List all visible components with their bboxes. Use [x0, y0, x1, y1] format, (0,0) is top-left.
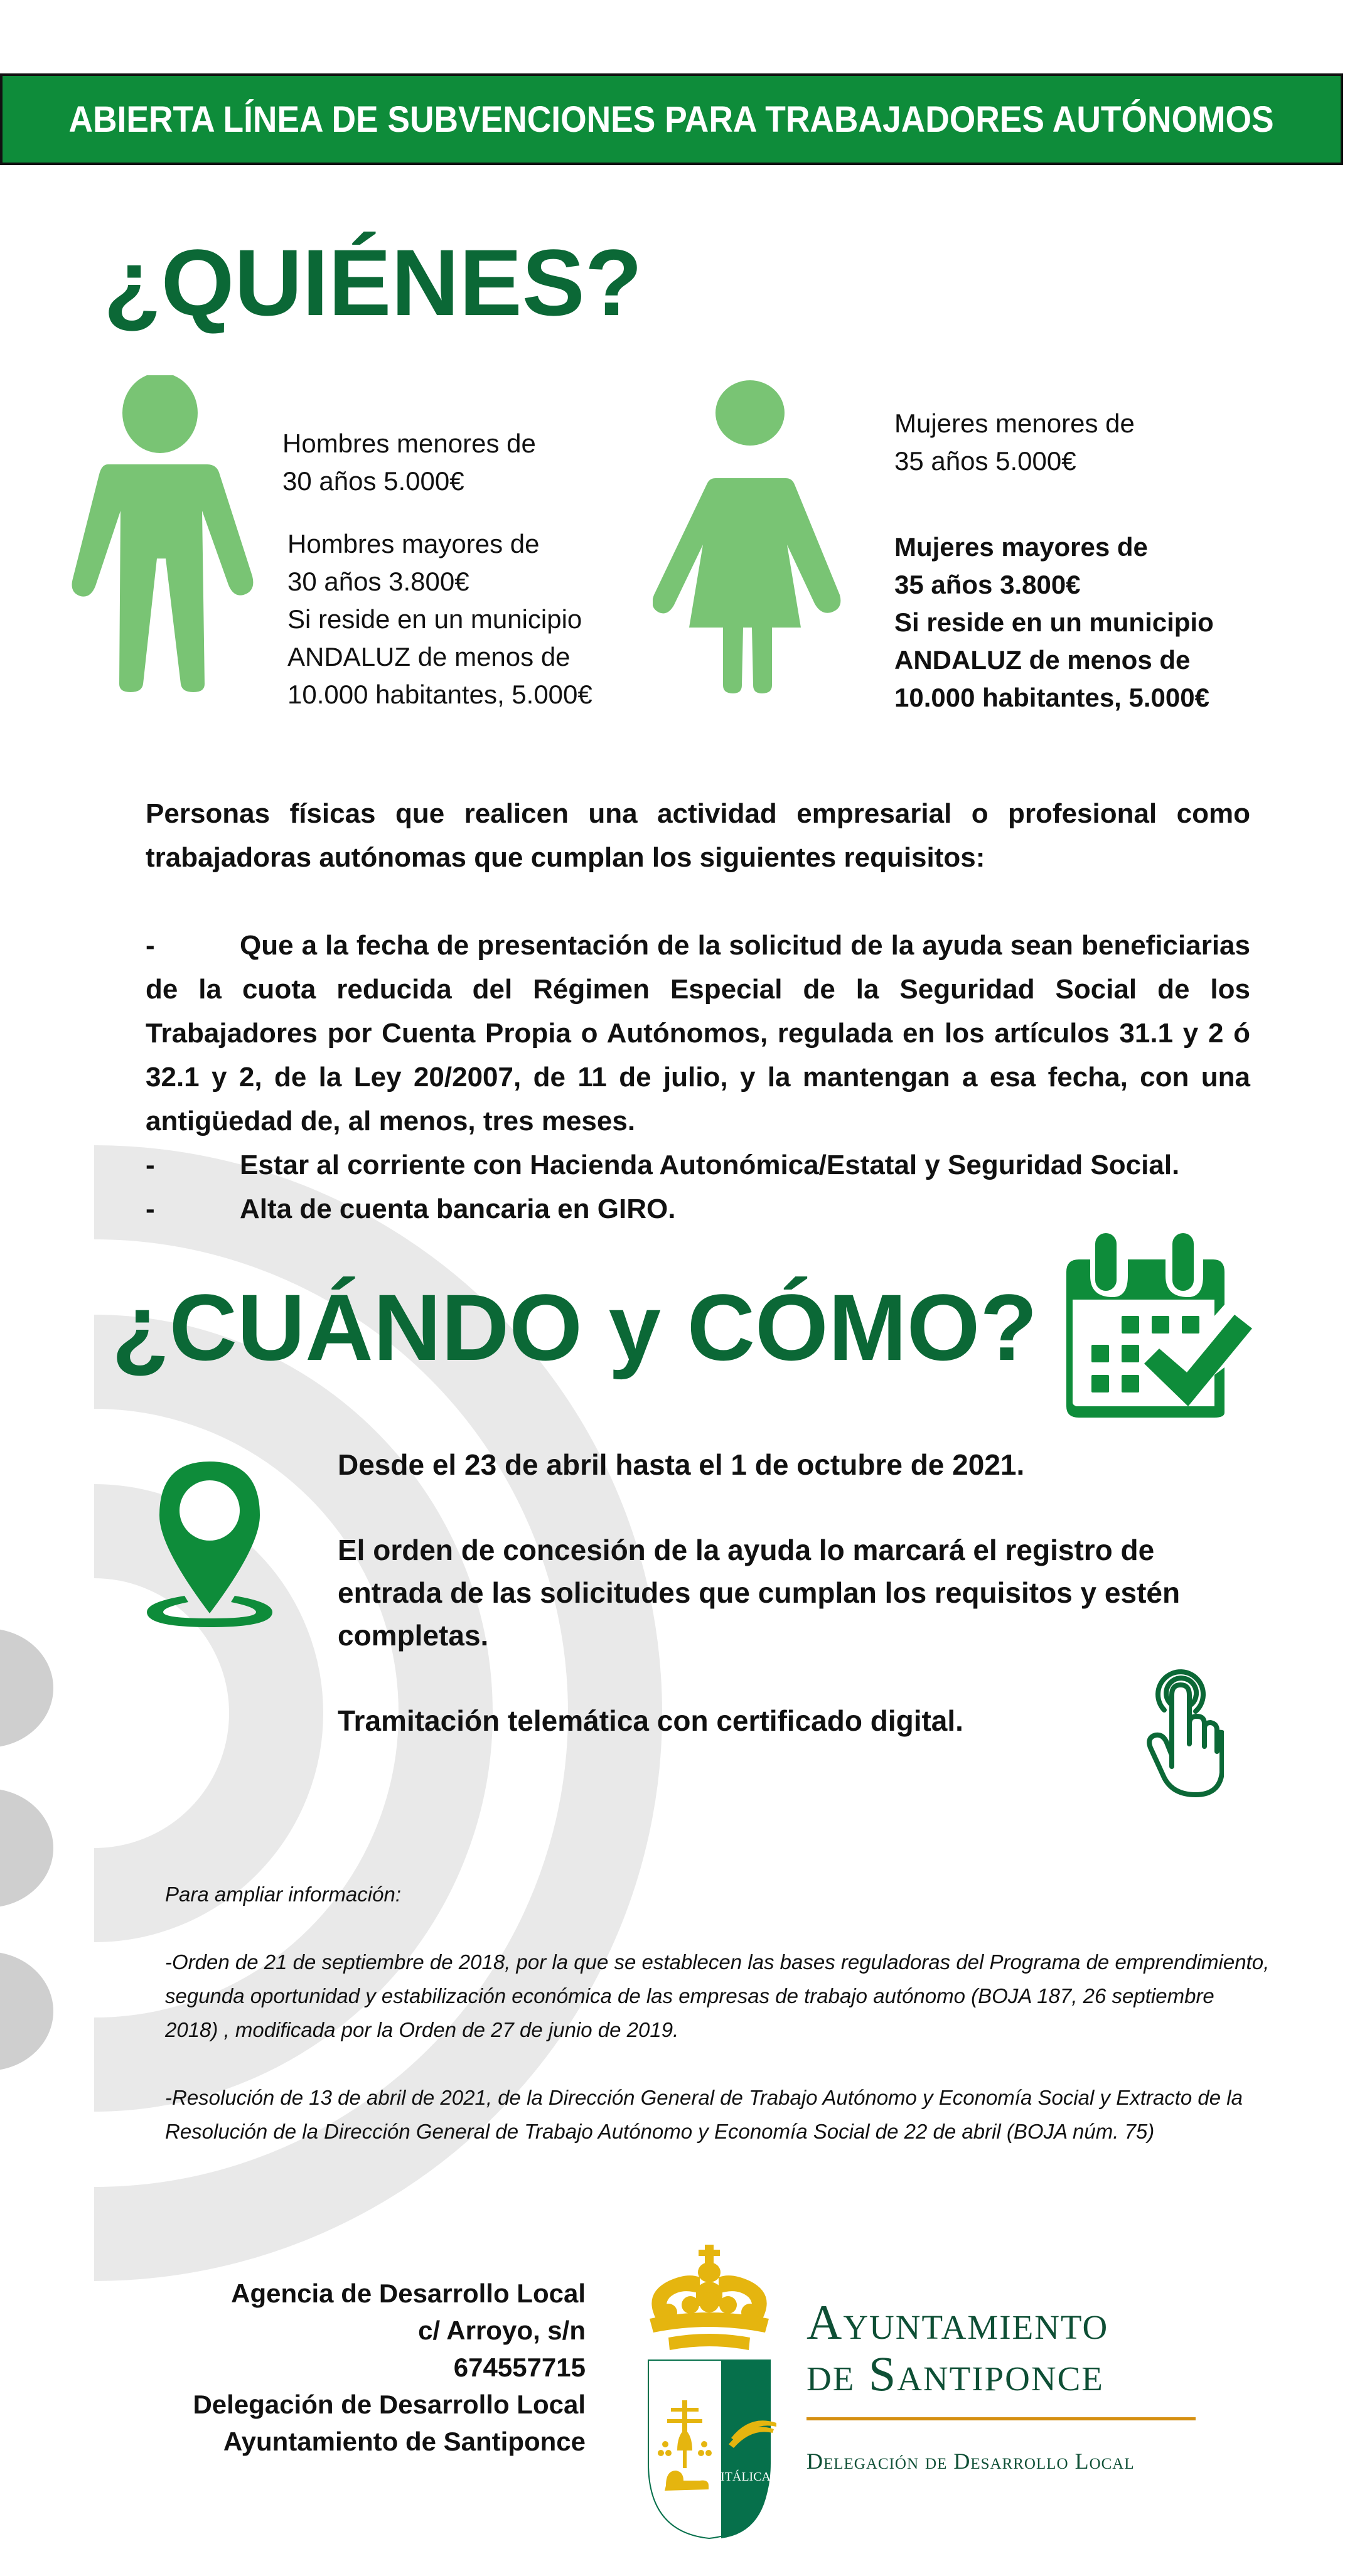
women-under-35-text [894, 405, 1135, 480]
contact-city-council: Ayuntamiento de Santiponce [223, 2427, 586, 2456]
ayto-subtitle: Delegación de Desarrollo Local [806, 2449, 1135, 2474]
order-text: El orden de concesión de la ayuda lo marcará el registro de entrada de las solicitudes que cumplan los requisitos y estén completas. [338, 1534, 1181, 1652]
men-under-line2: 30 años 5.000€ [282, 466, 464, 496]
list-dash: - [146, 1150, 155, 1180]
cuando-como-heading: ¿CUÁNDO y CÓMO? [112, 1275, 1037, 1380]
men-over-line3: Si reside en un municipio [287, 604, 582, 634]
dates-text: Desde el 23 de abril hasta el 1 de octubre de 2021. [338, 1448, 1025, 1481]
requirements-intro: Personas físicas que realicen una actividad empresarial o profesional como trabajadoras autónomas que cumplan los siguientes requisitos: [146, 798, 1250, 873]
santiponce-crest-logo [631, 2237, 788, 2545]
men-under-30-text [282, 425, 536, 500]
contact-agency: Agencia de Desarrollo Local [231, 2279, 586, 2308]
man-icon [69, 375, 257, 692]
crest-italica-label: ITÁLICA [721, 2470, 771, 2484]
contact-block [193, 2275, 586, 2460]
men-over-line2: 30 años 3.800€ [287, 567, 469, 596]
title-banner [0, 73, 1343, 165]
women-over-line4: ANDALUZ de menos de [894, 645, 1191, 675]
banner-title: ABIERTA LÍNEA DE SUBVENCIONES PARA TRABAJADORES AUTÓNOMOS [68, 99, 1275, 140]
contact-delegation: Delegación de Desarrollo Local [193, 2390, 586, 2419]
requirement-text: Estar al corriente con Hacienda Autonómica/Estatal y Seguridad Social. [240, 1150, 1180, 1180]
location-pin-icon [146, 1459, 274, 1628]
contact-phone[interactable]: 674557715 [453, 2353, 586, 2382]
women-under-line2: 35 años 5.000€ [894, 446, 1076, 476]
requirement-item [146, 1143, 1250, 1187]
info-reference-2: -Resolución de 13 de abril de 2021, de la Dirección General de Trabajo Autónomo y Economía Social y Extracto de la Resolución de la Dirección General de Trabajo Autónomo y Economía Social de 22 de abril (BOJA núm. 75) [165, 2086, 1243, 2143]
requirement-text: Que a la fecha de presentación de la solicitud de la ayuda sean beneficiarias de la cuota reducida del Régimen Especial de la Seguridad Social de los Trabajadores por Cuenta Propia o Autónomos, regulada en los artículos 31.1 y 2 ó 32.1 y 2, de la Ley 20/2007, de 11 de julio, y la mantengan a esa fecha, con una antigüedad de, al menos, tres meses. [146, 930, 1250, 1136]
hand-tap-icon [1145, 1666, 1224, 1798]
women-over-35-text [894, 528, 1214, 717]
women-over-line5: 10.000 habitantes, 5.000€ [894, 683, 1209, 712]
men-under-line1: Hombres menores de [282, 429, 536, 458]
requirements-list [146, 924, 1250, 1231]
requirement-item [146, 1187, 1250, 1231]
procedure-text: Tramitación telemática con certificado digital. [338, 1704, 963, 1737]
contact-address: c/ Arroyo, s/n [418, 2316, 586, 2345]
calendar-check-icon [1064, 1227, 1258, 1418]
list-dash: - [146, 930, 155, 961]
women-over-line2: 35 años 3.800€ [894, 570, 1081, 599]
info-label: Para ampliar información: [165, 1883, 401, 1906]
quienes-heading: ¿QUIÉNES? [104, 230, 643, 335]
gold-divider [806, 2417, 1196, 2420]
requirement-text: Alta de cuenta bancaria en GIRO. [240, 1194, 676, 1224]
requirements-block [146, 792, 1250, 1231]
info-block [165, 1878, 1270, 2183]
women-over-line1: Mujeres mayores de [894, 532, 1148, 562]
men-over-line4: ANDALUZ de menos de [287, 642, 571, 671]
men-over-line5: 10.000 habitantes, 5.000€ [287, 680, 592, 709]
woman-icon [653, 377, 847, 693]
info-reference-1: -Orden de 21 de septiembre de 2018, por la que se establecen las bases reguladoras del Programa de emprendimiento, segunda oportunidad y estabilización económica de las empresas de trabajo autónomo (BOJA 187, 26 septiembre 2018) , modificada por la Orden de 27 de junio de 2019. [165, 1950, 1270, 2041]
ayto-line2: de Santiponce [806, 2346, 1104, 2401]
men-over-30-text [287, 525, 592, 713]
when-how-block [338, 1443, 1254, 1785]
requirement-item [146, 924, 1250, 1143]
ayto-line1: Ayuntamiento [806, 2295, 1109, 2349]
women-over-line3: Si reside en un municipio [894, 607, 1214, 637]
men-over-line1: Hombres mayores de [287, 529, 540, 558]
women-under-line1: Mujeres menores de [894, 409, 1135, 438]
list-dash: - [146, 1194, 155, 1224]
ayuntamiento-wordmark [806, 2297, 1196, 2474]
